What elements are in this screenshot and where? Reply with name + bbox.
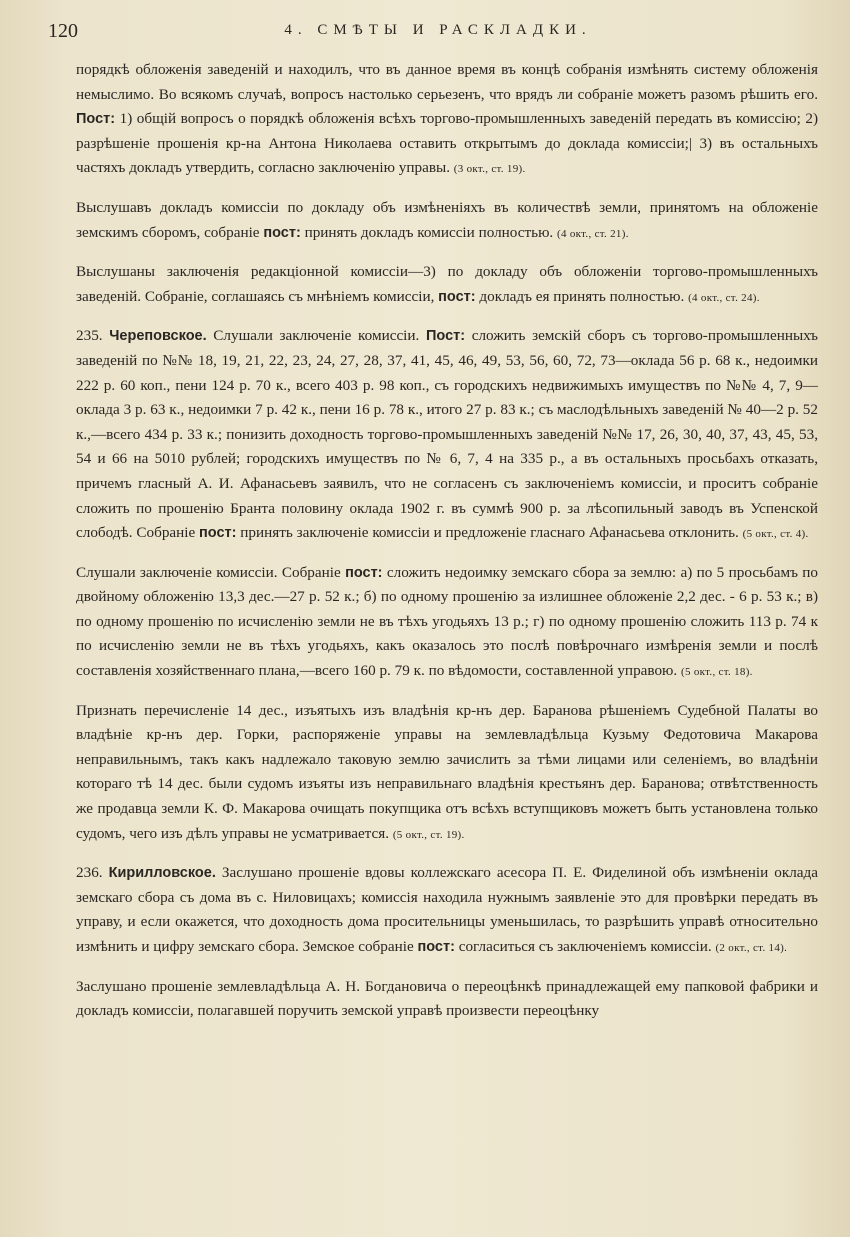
item-number: 236. — [76, 864, 103, 882]
session-reference: (2 окт., ст. 14). — [715, 942, 788, 954]
paragraph-5: Слушали заключеніе комиссіи. Собраніе пост: сложить недоимку земскаго сбора за землю: а) по 5 просьбамъ по двойному обложенію 13,3 дес.—27 р. 52 к.; б) по одному прошенію за излишнее обложеніе 2,2 дес. - 6 р. 53 к.; в) по одному прошенію по исчисленію земли не въ тѣхъ угодьяхъ 13 р.; г) по одному прошенію сложить 113 р. 74 к по исчисленію земли не въ тѣхъ угодьяхъ, какъ оказалось это послѣ повѣрочнаго измѣренія земли и послѣ составленія хозяйственнаго плана,—всего 160 р. 79 к. по вѣдомости, составленной управою. (5 окт., ст. 18). — [76, 563, 819, 680]
resolution-label: пост: — [417, 939, 455, 955]
session-reference: (4 окт., ст. 24). — [688, 291, 760, 304]
paragraph-235: 235. Череповское. Слушали заключеніе комиссіи. Пост: сложить земскій сборъ съ торгово-промышленныхъ заведеній по №№ 18, 19, 21, 22, 23, 24, 27, 28, 37, 41, 45, 46, 49, 53, 56, 60, 72, 73—оклада 56 р. 68 к., недоимки 222 р. 60 коп., пени 124 р. 70 к., всего 403 р. 98 коп., съ городскихъ недвижимыхъ имуществъ по №№ 4, 7, 9—оклада 3 р. 63 к., недоимки 7 р. 42 к., пени 16 р. 78 к., итого 27 р. 83 к.; съ маслодѣльныхъ заведеній № 40—2 р. 52 к.,—всего 434 р. 33 к.; понизить доходность торгово-промышленныхъ заведеній №№ 17, 26, 30, 40, 37, 43, 45, 53, 54 и 66 на 5010 рублей; городскихъ имуществъ по № 6, 7, 4 на 335 р., а въ остальныхъ просьбахъ отказать, причемъ гласный А. И. Афанасьевъ заявилъ, что не согласенъ съ заключеніемъ комиссіи, и проситъ собраніе сложить по прошенію Бранта половину оклада 1902 г. въ суммѣ 900 р. за лѣсопильный заводъ въ Успенской слободѣ. Собраніе пост: принять заключеніе комиссіи и предложеніе гласнаго Афанасьева отклонить. (5 окт., ст. 4). — [76, 327, 819, 542]
page-number: 120 — [48, 20, 78, 42]
running-title: 4. СМѢТЫ И РАСКЛАДКИ. — [284, 22, 592, 38]
paragraph-1: порядкѣ обложенія заведеній и находилъ, что въ данное время въ концѣ собранія измѣнять систему обложенія немыслимо. Во всякомъ случаѣ, вопросъ настолько серьезенъ, что врядъ ли собраніе можетъ разомъ рѣшить его. Пост: 1) общій вопросъ о порядкѣ обложенія всѣхъ торгово-промышленныхъ заведеній передать въ комиссію; 2) разрѣшеніе прошенія кр-на Антона Николаева оставить открытымъ до доклада комиссіи;| 3) въ остальныхъ частяхъ докладъ утвердить, согласно заключенію управы. (3 окт., ст. 19). — [76, 61, 819, 177]
session-reference: (4 окт., ст. 21). — [557, 227, 629, 240]
resolution-label: Пост: — [76, 111, 116, 128]
district-name: Кирилловское. — [108, 865, 216, 882]
session-reference: (3 окт., ст. 19). — [453, 163, 526, 176]
paragraph-6: Признать перечисленіе 14 дес., изъятыхъ изъ владѣнія кр-нъ дер. Баранова рѣшеніемъ Судебной Палаты во владѣніе кр-нъ дер. Горки, распоряженіе управы на землевладѣльца Кузьму Федотовича Макарова неправильнымъ, такъ какъ надлежало таковую землю зачислить за тѣми лицами или селеніемъ, во владѣніи котораго тѣ 14 дес. были судомъ изъяты изъ неправильнаго владѣнія крестьянъ дер. Баранова; отвѣтственность же продавца земли К. Ф. Макарова очищать покупщика отъ всѣхъ вступщиковъ можетъ быть установлена только судомъ, чего изъ дѣлъ управы не усматривается. (5 окт., ст. 19). — [76, 701, 818, 842]
session-reference: (5 окт., ст. 4). — [742, 528, 809, 541]
session-reference: (5 окт., ст. 19). — [392, 828, 465, 841]
resolution-label: Пост: — [425, 328, 466, 345]
paragraph-3: Выслушаны заключенія редакціонной комиссіи—3) по докладу объ обложеніи торгово-промышленныхъ заведеній. Собраніе, соглашаясь съ мнѣніемъ комиссіи, пост: докладъ ея принять полностью. (4 окт., ст. 24). — [76, 263, 818, 305]
paragraph-2: Выслушавъ докладъ комиссіи по докладу объ измѣненіяхъ въ количествѣ земли, принятомъ на обложеніе земскимъ сборомъ, собраніе пост: принять докладъ комиссіи полностью. (4 окт., ст. 21). — [76, 198, 818, 241]
resolution-label: пост: — [263, 224, 301, 241]
resolution-label: пост: — [438, 288, 476, 305]
page-header — [36, 16, 810, 50]
item-number: 235. — [76, 327, 103, 345]
resolution-label: пост: — [345, 564, 383, 581]
district-name: Череповское. — [109, 328, 207, 345]
paragraph-8: Заслушано прошеніе землевладѣльца А. Н. Богдановича о переоцѣнкѣ принадлежащей ему папковой фабрики и докладъ комиссіи, полагавшей поручить земской управѣ произвести переоцѣнку — [76, 977, 818, 1020]
resolution-label: пост: — [199, 525, 237, 542]
session-reference: (5 окт., ст. 18). — [681, 666, 753, 679]
paragraph-236: 236. Кирилловское. Заслушано прошеніе вдовы коллежскаго асесора П. Е. Фиделиной объ измѣненіи оклада земскаго сбора съ дома въ с. Ниловицахъ; комиссія находила нужнымъ заявленіе это для провѣрки передать въ управу, и если окажется, что доходность дома просительницы уменьшилась, то разрѣшить управѣ относительно измѣнить и цифру земскаго сбора. Земское собраніе пост: согласиться съ заключеніемъ комиссіи. (2 окт., ст. 14). — [76, 864, 819, 955]
body-text — [76, 58, 818, 1038]
